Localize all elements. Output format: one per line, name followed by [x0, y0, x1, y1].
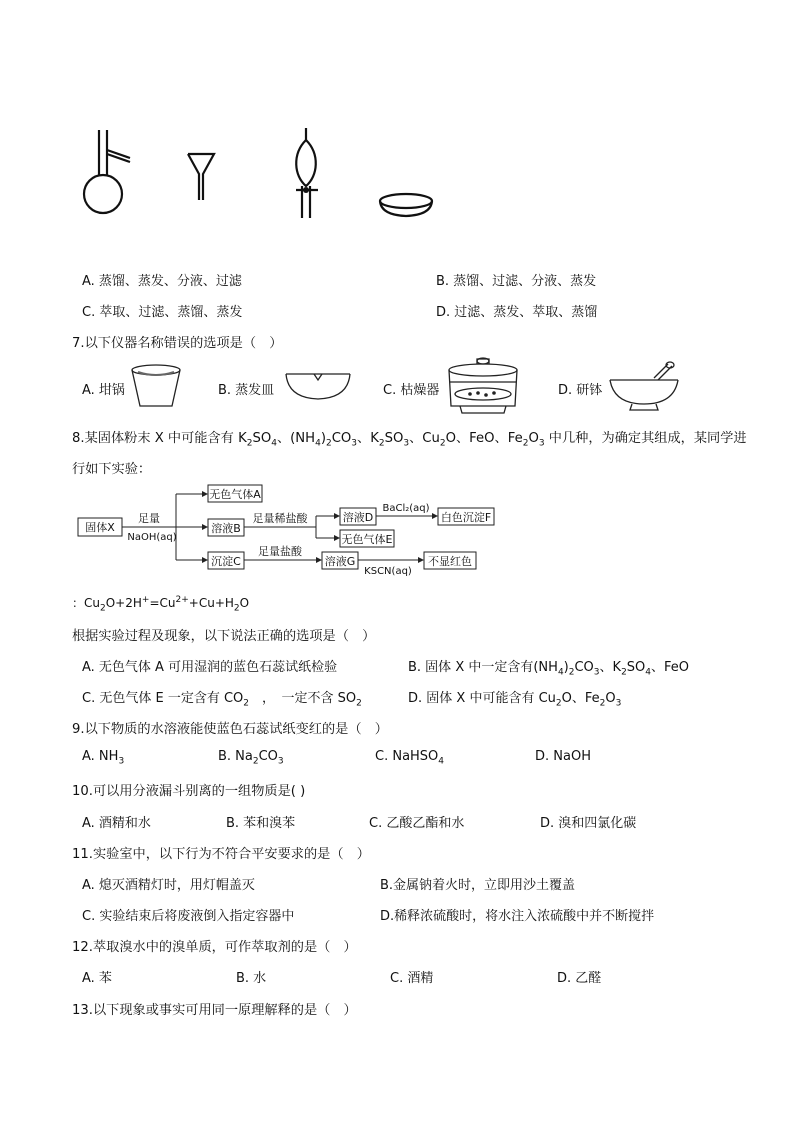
q7-option-a[interactable]: A. 坩锅: [82, 383, 125, 398]
q8-option-a[interactable]: A. 无色气体 A 可用湿润的蓝色石蕊试纸检验: [82, 660, 338, 675]
q8-option-b[interactable]: B. 固体 X 中一定含有$(NH_4)_2CO_3$、$K_2SO_4$、FeO: [408, 660, 690, 678]
q6-option-c[interactable]: C. 萃取、过滤、蒸馏、蒸发: [82, 305, 243, 320]
q8-flow-diagram: [76, 484, 496, 576]
q12-option-a[interactable]: A. 苯: [82, 971, 112, 986]
q12-option-d[interactable]: D. 乙醛: [557, 971, 602, 986]
q12-option-b[interactable]: B. 水: [236, 971, 267, 986]
separatory-funnel-icon: [296, 128, 318, 218]
reagent5-label: KSCN(aq): [364, 566, 412, 576]
gas-e-label: 无色气体E: [341, 533, 393, 546]
q9-option-a[interactable]: A. $NH_3$: [82, 749, 125, 767]
q8-question: 根据实验过程及现象，以下说法正确的选项是（ ）: [72, 629, 376, 644]
reagent4-label: 足量盐酸: [258, 545, 302, 558]
q11-stem: 11.实验室中，以下行为不符合平安要求的是（ ）: [72, 847, 370, 862]
funnel-icon: [188, 154, 214, 200]
q9-option-b[interactable]: B. $Na_2CO_3$: [218, 749, 284, 767]
evaporating-dish-icon: [284, 368, 352, 402]
q11-option-a[interactable]: A. 熄灭酒精灯时，用灯帽盖灭: [82, 878, 255, 893]
q8-option-d[interactable]: D. 固体 X 中可能含有 $Cu_2O$、$Fe_2O_3$: [408, 691, 622, 709]
q7-stem: 7.以下仪器名称错误的选项是（ ）: [72, 336, 283, 351]
q11-option-c[interactable]: C. 实验结束后将废液倒入指定容器中: [82, 909, 295, 924]
q8-stem-line1: 8.某固体粉末 X 中可能含有 $K_2SO_4$、$(NH_4)_2CO_3$、$K_2SO_3$、$Cu_2O$、FeO、$Fe_2O_3$ 中几种，为确定其组成，某同学进: [72, 431, 747, 449]
q9-option-d[interactable]: D. NaOH: [535, 749, 591, 764]
distillation-flask-icon: [84, 130, 130, 213]
q9-option-c[interactable]: C. NaHSO$_4$: [375, 749, 445, 767]
desiccator-icon: [446, 356, 520, 416]
q7-option-d[interactable]: D. 研钵: [558, 383, 603, 398]
q7-option-b[interactable]: B. 蒸发皿: [218, 383, 275, 398]
q10-option-c[interactable]: C. 乙酸乙酯和水: [369, 816, 465, 831]
q9-stem: 9.以下物质的水溶液能使蓝色石蕊试纸变红的是（ ）: [72, 722, 388, 737]
q7-option-c[interactable]: C. 枯燥器: [383, 383, 440, 398]
precip-c-label: 沉淀C: [211, 555, 241, 568]
solution-b-label: 溶液B: [211, 522, 241, 535]
q6-option-a[interactable]: A. 蒸馏、蒸发、分液、过滤: [82, 274, 242, 289]
crucible-icon: [128, 362, 184, 410]
q8-option-c[interactable]: C. 无色气体 E 一定含有 $CO_2$ ， 一定不含 $SO_2$: [82, 691, 362, 709]
q6-apparatus-row: [78, 118, 458, 230]
solution-g-label: 溶液G: [324, 555, 356, 568]
q10-option-a[interactable]: A. 酒精和水: [82, 816, 151, 831]
q10-option-d[interactable]: D. 溴和四氯化碳: [540, 816, 637, 831]
q10-stem: 10.可以用分液漏斗别离的一组物质是( ): [72, 784, 306, 799]
white-precip-f-label: 白色沉淀F: [440, 511, 492, 524]
reagent2-label: 足量稀盐酸: [252, 512, 308, 525]
q8-hint-equation: ：$Cu_2O+2H^+=Cu^{2+}+Cu+H_2O$: [72, 595, 250, 614]
q6-option-b[interactable]: B. 蒸馏、过滤、分液、蒸发: [436, 274, 597, 289]
q8-stem-line2: 行如下实验：: [72, 462, 152, 477]
q6-option-d[interactable]: D. 过滤、蒸发、萃取、蒸馏: [436, 305, 598, 320]
q11-option-d[interactable]: D.稀释浓硫酸时，将水注入浓硫酸中并不断搅拌: [380, 909, 655, 924]
q13-stem: 13.以下现象或事实可用同一原理解释的是（ ）: [72, 1003, 357, 1018]
q11-option-b[interactable]: B.金属钠着火时，立即用沙土覆盖: [380, 878, 576, 893]
q12-stem: 12.萃取溴水中的溴单质，可作萃取剂的是（ ）: [72, 940, 357, 955]
reagent1-top: 足量: [138, 512, 160, 525]
reagent3-label: BaCl₂(aq): [382, 503, 430, 514]
q12-option-c[interactable]: C. 酒精: [390, 971, 434, 986]
evaporating-dish-icon: [380, 194, 432, 216]
q10-option-b[interactable]: B. 苯和溴苯: [226, 816, 296, 831]
gas-a-label: 无色气体A: [209, 488, 261, 501]
solid-x-label: 固体X: [85, 521, 115, 534]
mortar-and-pestle-icon: [608, 360, 680, 412]
reagent1-bottom: NaOH(aq): [127, 532, 177, 543]
no-red-label: 不显红色: [428, 555, 472, 568]
solution-d-label: 溶液D: [342, 511, 374, 524]
